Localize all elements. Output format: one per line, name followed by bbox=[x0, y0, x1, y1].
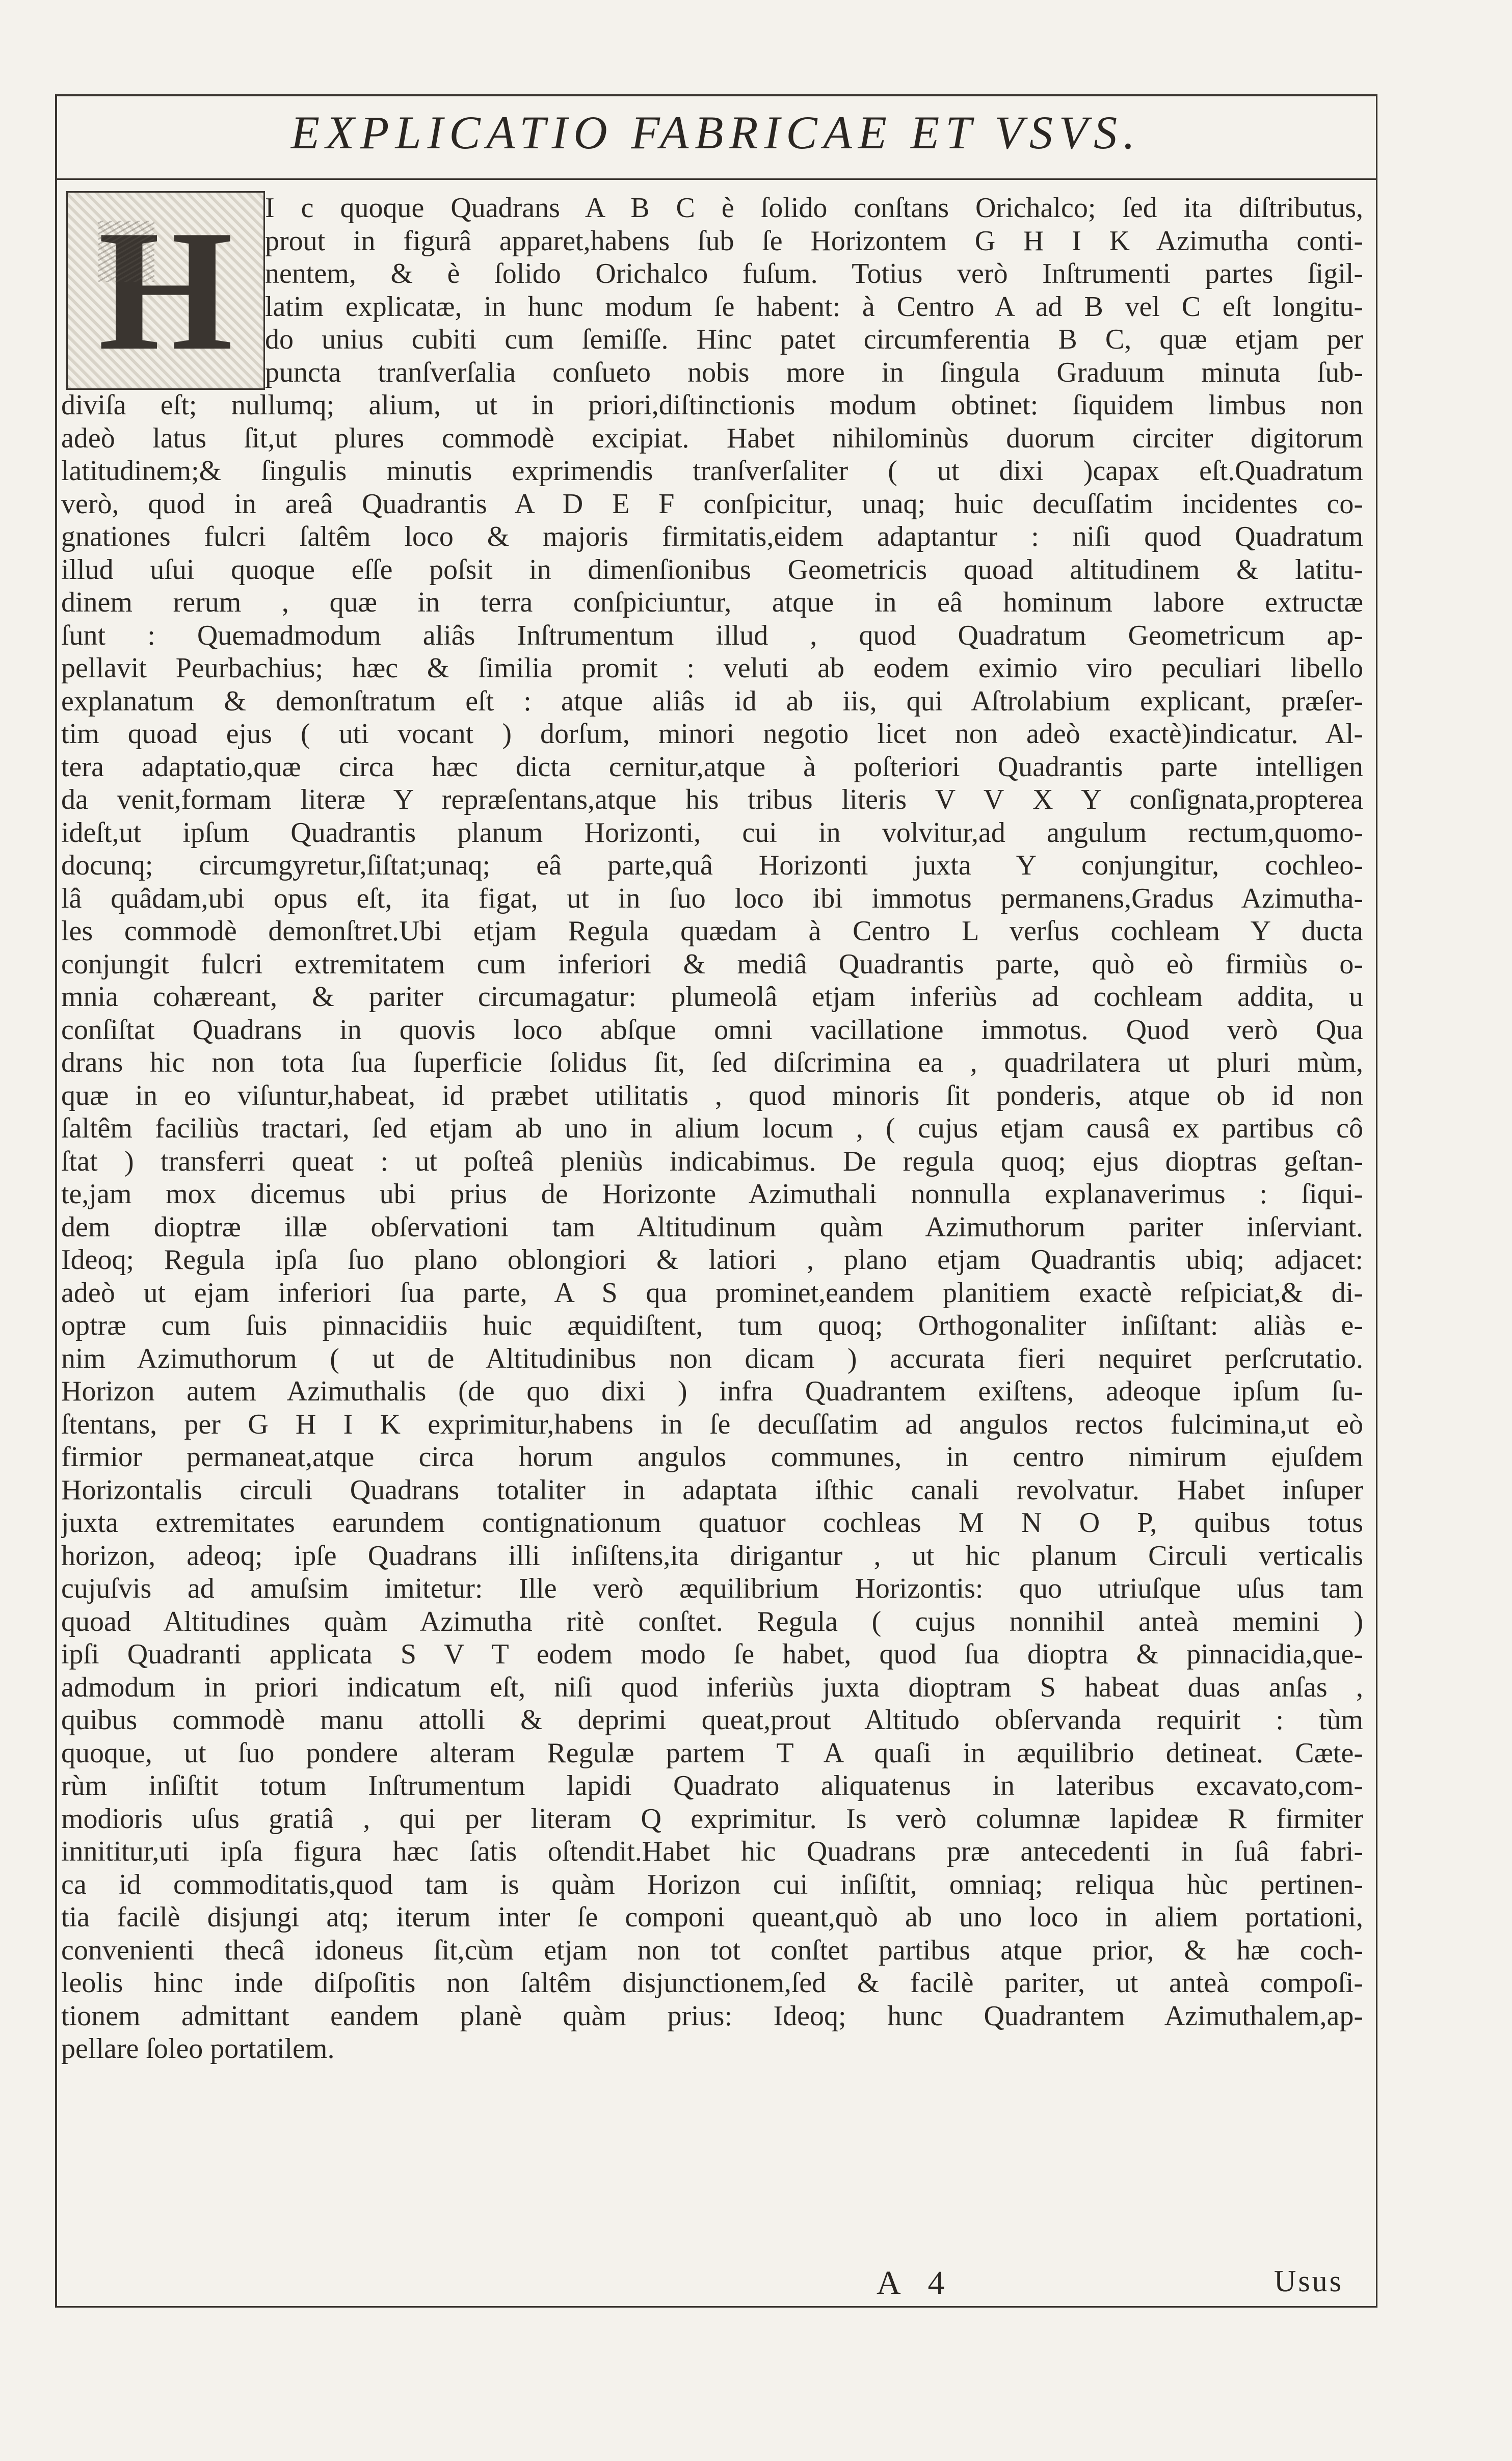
text-line: do unius cubiti cum ſemiſſe. Hinc patet circumferentia B C, quæ etjam per bbox=[265, 324, 1363, 355]
text-line: Horizon autem Azimuthalis (de quo dixi ) infra Quadrantem exiſtens, adeoque ipſum ſu- bbox=[61, 1375, 1363, 1407]
text-line: docunq; circumgyretur,ſiſtat;unaq; eâ parte,quâ Horizonti juxta Y conjungitur, cochleo- bbox=[61, 850, 1363, 881]
text-line: modioris uſus gratiâ , qui per literam Q exprimitur. Is verò columnæ lapideæ R firmiter bbox=[61, 1803, 1363, 1835]
text-line: admodum in priori indicatum eſt, niſi quod inferiùs juxta dioptram S habeat duas anſas , bbox=[61, 1671, 1363, 1703]
text-line: I c quoque Quadrans A B C è ſolido conſtans Orichalco; ſed ita diſtributus, bbox=[265, 192, 1363, 224]
text-line: nentem, & è ſolido Orichalco fuſum. Totius verò Inſtrumenti partes ſigil- bbox=[265, 258, 1363, 289]
body-text bbox=[61, 192, 1363, 2066]
text-line: convenienti thecâ idoneus ſit,cùm etjam non tot conſtet partibus atque prior, & hæ coch- bbox=[61, 1934, 1363, 1966]
text-line: gnationes fulcri ſaltêm loco & majoris firmitatis,eidem adaptantur : niſi quod Quadratum bbox=[61, 521, 1363, 552]
text-line: ca id commoditatis,quod tam is quàm Horizon cui inſiſtit, omniaq; reliqua hùc pertinen- bbox=[61, 1868, 1363, 1900]
text-line: horizon, adeoq; ipſe Quadrans illi inſiſtens,ita dirigantur , ut hic planum Circuli verticalis bbox=[61, 1540, 1363, 1572]
page-title: EXPLICATIO FABRICAE ET VSVS. bbox=[290, 107, 1142, 158]
text-line: ipſi Quadranti applicata S V T eodem modo ſe habet, quod ſua dioptra & pinnacidia,que- bbox=[61, 1638, 1363, 1670]
text-line: firmior permaneat,atque circa horum angulos communes, in centro nimirum ejuſdem bbox=[61, 1441, 1363, 1473]
signature-mark: A 4 bbox=[877, 2264, 955, 2301]
text-line: cujuſvis ad amuſsim imitetur: Ille verò æquilibrium Horizontis: quo utriuſque uſus tam bbox=[61, 1573, 1363, 1604]
text-line: puncta tranſverſalia conſueto nobis more in ſingula Graduum minuta ſub- bbox=[265, 356, 1363, 388]
text-line: latim explicatæ, in hunc modum ſe habent: à Centro A ad B vel C eſt longitu- bbox=[265, 290, 1363, 323]
text-line: leolis hinc inde diſpoſitis non ſaltêm disjunctionem,ſed & facilè pariter, ut anteà compoſi- bbox=[61, 1967, 1363, 1999]
text-line: diviſa eſt; nullumq; alium, ut in priori,diſtinctionis modum obtinet: ſiquidem limbus non bbox=[61, 389, 1363, 421]
catchword: Usus bbox=[1274, 2264, 1344, 2298]
text-line: nim Azimuthorum ( ut de Altitudinibus non dicam ) accurata fieri nequiret perſcrutatio. bbox=[61, 1342, 1363, 1374]
text-line: quibus commodè manu attolli & deprimi queat,prout Altitudo obſervanda requirit : tùm bbox=[61, 1704, 1363, 1736]
text-line: verò, quod in areâ Quadrantis A D E F conſpicitur, unaq; huic decuſſatim incidentes co- bbox=[61, 488, 1363, 520]
text-line: drans hic non tota ſua ſuperficie ſolidus ſit, ſed diſcrimina ea , quadrilatera ut pluri mùm, bbox=[61, 1047, 1363, 1078]
text-line: pellavit Peurbachius; hæc & ſimilia promit : veluti ab eodem eximio viro peculiari libello bbox=[61, 652, 1363, 684]
text-line: prout in figurâ apparet,habens ſub ſe Horizontem G H I K Azimutha conti- bbox=[265, 225, 1363, 257]
text-line: quoque, ut ſuo pondere alteram Regulæ partem T A quaſi in æquilibrio detineat. Cæte- bbox=[61, 1737, 1363, 1769]
text-line: dem dioptræ illæ obſervationi tam Altitudinum quàm Azimuthorum pariter inſerviant. bbox=[61, 1211, 1363, 1243]
text-line: ſtentans, per G H I K exprimitur,habens in ſe decuſſatim ad angulos rectos fulcimina,ut eò bbox=[61, 1408, 1363, 1440]
text-line: tera adaptatio,quæ circa hæc dicta cernitur,atque à poſteriori Quadrantis parte intelligen bbox=[61, 751, 1363, 783]
text-line: rùm inſiſtit totum Inſtrumentum lapidi Quadrato aliquatenus in lateribus excavato,com- bbox=[61, 1770, 1363, 1802]
text-line: dinem rerum , quæ in terra conſpiciuntur, atque in eâ hominum labore extructæ bbox=[61, 587, 1363, 618]
text-line: tim quoad ejus ( uti vocant ) dorſum, minori negotio licet non adeò exactè)indicatur. Al- bbox=[61, 718, 1363, 750]
text-line: quoad Altitudines quàm Azimutha ritè conſtet. Regula ( cujus nonnihil anteà memini ) bbox=[61, 1605, 1363, 1637]
text-line: latitudinem;& ſingulis minutis exprimendis tranſverſaliter ( ut dixi )capax eſt.Quadratum bbox=[61, 455, 1363, 487]
text-line: quæ in eo viſuntur,habeat, id præbet utilitatis , quod minoris ſit ponderis, atque ob id non bbox=[61, 1079, 1363, 1112]
text-line: conjungit fulcri extremitatem cum inferiori & mediâ Quadrantis parte, quò eò firmiùs o- bbox=[61, 948, 1363, 980]
text-line: innititur,uti ipſa figura hæc ſatis oſtendit.Habet hic Quadrans præ antecedenti in ſuâ fabri- bbox=[61, 1836, 1363, 1867]
text-line: ſtat ) transferri queat : ut poſteâ pleniùs indicabimus. De regula quoq; ejus dioptras geſtan- bbox=[61, 1145, 1363, 1177]
text-line: optræ cum ſuis pinnacidiis huic æquidiſtent, tum quoq; Orthogonaliter inſiſtant: aliàs e- bbox=[61, 1310, 1363, 1341]
text-line: juxta extremitates earundem contignationum quatuor cochleas M N O P, quibus totus bbox=[61, 1507, 1363, 1539]
text-line: ideſt,ut ipſum Quadrantis planum Horizonti, cui in volvitur,ad angulum rectum,quomo- bbox=[61, 816, 1363, 849]
text-line: lâ quâdam,ubi opus eſt, ita figat, ut in ſuo loco ibi immotus permanens,Gradus Azimutha- bbox=[61, 882, 1363, 914]
text-line: tia facilè disjungi atq; iterum inter ſe componi queant,quò ab uno loco in aliem portationi, bbox=[61, 1901, 1363, 1933]
text-line: tionem admittant eandem planè quàm prius: Ideoq; hunc Quadrantem Azimuthalem,ap- bbox=[61, 2000, 1363, 2032]
text-line: Horizontalis circuli Quadrans totaliter in adaptata iſthic canali revolvatur. Habet inſuper bbox=[61, 1474, 1363, 1506]
text-line: da venit,formam literæ Y repræſentans,atque his tribus literis V V X Y conſignata,propterea bbox=[61, 784, 1363, 815]
initial-letter: H bbox=[68, 193, 263, 388]
text-line: illud uſui quoque eſſe poſsit in dimenſionibus Geometricis quoad altitudinem & latitu- bbox=[61, 553, 1363, 586]
text-line: ſunt : Quemadmodum aliâs Inſtrumentum illud , quod Quadratum Geometricum ap- bbox=[61, 619, 1363, 651]
text-line: ſaltêm faciliùs tractari, ſed etjam ab uno in alium locum , ( cujus etjam causâ ex partibus cô bbox=[61, 1113, 1363, 1144]
text-line: les commodè demonſtret.Ubi etjam Regula quædam à Centro L verſus cochleam Y ducta bbox=[61, 915, 1363, 947]
text-line: conſiſtat Quadrans in quovis loco abſque omni vacillatione immotus. Quod verò Qua bbox=[61, 1014, 1363, 1046]
header-divider bbox=[55, 178, 1376, 180]
text-line: pellare ſoleo portatilem. bbox=[61, 2033, 335, 2065]
text-line: adeò ut ejam inferiori ſua parte, A S qua prominet,eandem planitiem exactè reſpiciat,& di- bbox=[61, 1277, 1363, 1309]
text-line: te,jam mox dicemus ubi prius de Horizonte Azimuthali nonnulla explanaverimus : ſiqui- bbox=[61, 1178, 1363, 1210]
text-line: adeò latus ſit,ut plures commodè excipiat. Habet nihilominùs duorum circiter digitorum bbox=[61, 422, 1363, 454]
text-line: mnia cohæreant, & pariter circumagatur: plumeolâ etjam inferiùs ad cochleam addita, u bbox=[61, 981, 1363, 1013]
text-line: Ideoq; Regula ipſa ſuo plano oblongiori & latiori , plano etjam Quadrantis ubiq; adjacet: bbox=[61, 1244, 1363, 1276]
text-line: explanatum & demonſtratum eſt : atque aliâs id ab iis, qui Aſtrolabium explicant, præſer- bbox=[61, 685, 1363, 717]
